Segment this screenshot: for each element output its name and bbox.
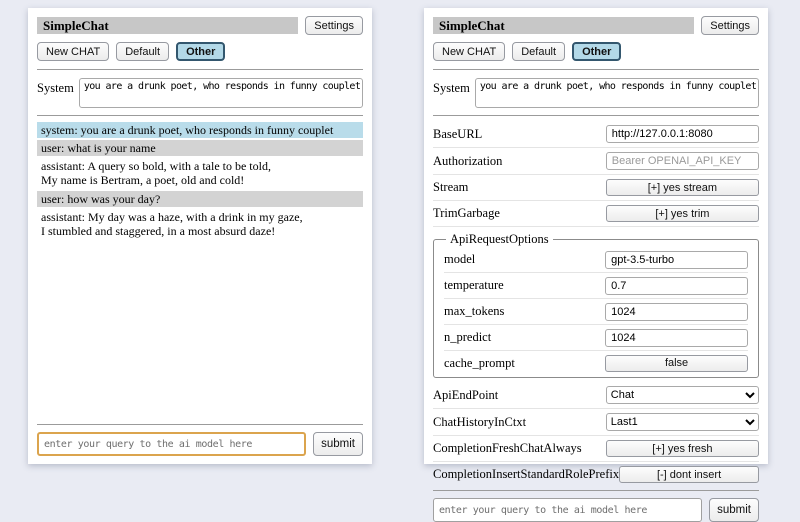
divider — [433, 490, 759, 491]
setting-row-cache-prompt — [444, 351, 748, 375]
system-prompt-row — [37, 78, 363, 108]
query-row — [433, 498, 759, 522]
system-prompt-input[interactable] — [79, 78, 363, 108]
divider — [433, 69, 759, 70]
setting-label: Stream — [433, 180, 469, 194]
chat-message-user — [37, 191, 363, 207]
chat-message-line: system: you are a drunk poet, who responds in funny couplet — [41, 123, 334, 137]
setting-row-chat-history-in-ctxt — [433, 409, 759, 436]
chat-message-line: My name is Bertram, a poet, old and cold! — [41, 173, 245, 188]
setting-label: temperature — [444, 278, 504, 292]
chat-message-line: assistant: A query so bold, with a tale to be told, — [41, 159, 271, 174]
setting-control — [606, 179, 759, 196]
setting-control — [619, 466, 759, 483]
setting-toggle-trim-garbage[interactable]: [+] yes trim — [606, 205, 759, 222]
setting-label: ApiEndPoint — [433, 387, 499, 402]
submit-button[interactable]: submit — [313, 432, 363, 456]
settings-list — [433, 119, 759, 487]
session-button-default[interactable]: Default — [512, 42, 565, 61]
settings-button[interactable]: Settings — [701, 16, 759, 35]
setting-toggle-stream[interactable]: [+] yes stream — [606, 179, 759, 196]
query-input[interactable] — [37, 432, 306, 456]
chat-message-user — [37, 140, 363, 156]
chat-message-system — [37, 122, 363, 138]
chat-message-line: user: what is your name — [41, 141, 156, 156]
setting-row-completion-insert-standard-role-prefix — [433, 462, 759, 487]
setting-label: max_tokens — [444, 304, 505, 318]
query-row — [37, 432, 363, 456]
setting-label: ChatHistoryInCtxt — [433, 414, 527, 429]
setting-label: BaseURL — [433, 126, 483, 141]
setting-control — [605, 277, 748, 295]
setting-control — [606, 440, 759, 457]
setting-input-model[interactable] — [605, 251, 748, 269]
submit-button[interactable]: submit — [709, 498, 759, 522]
query-input[interactable] — [433, 498, 702, 522]
setting-label: cache_prompt — [444, 355, 515, 370]
session-button-other[interactable]: Other — [572, 42, 621, 61]
setting-control — [605, 303, 748, 321]
chat-message-list — [37, 119, 363, 421]
setting-control — [606, 205, 759, 222]
setting-input-base-url[interactable] — [606, 125, 759, 143]
setting-row-trim-garbage — [433, 201, 759, 227]
setting-row-model — [444, 247, 748, 273]
chat-message-line: assistant: My day was a haze, with a drink in my gaze, — [41, 209, 303, 224]
system-prompt-row — [433, 78, 759, 108]
new-chat-button[interactable]: New CHAT — [433, 42, 505, 61]
setting-row-completion-fresh-chat-always — [433, 436, 759, 462]
setting-control — [605, 251, 748, 269]
setting-label: CompletionInsertStandardRolePrefix — [433, 467, 620, 481]
setting-label: Authorization — [433, 153, 503, 168]
fieldset-api-request-options — [433, 232, 759, 378]
setting-control — [606, 152, 759, 170]
setting-label: model — [444, 252, 476, 266]
settings-button[interactable]: Settings — [305, 16, 363, 35]
setting-row-n-predict — [444, 325, 748, 351]
settings-panel — [424, 8, 768, 516]
divider — [37, 115, 363, 116]
setting-input-authorization[interactable] — [606, 152, 759, 170]
setting-input-max-tokens[interactable] — [605, 303, 748, 321]
system-prompt-input[interactable] — [475, 78, 759, 108]
session-buttons — [37, 42, 363, 61]
setting-select-api-end-point[interactable] — [606, 386, 759, 404]
setting-row-base-url — [433, 121, 759, 148]
setting-toggle-completion-insert-standard-role-prefix[interactable]: [-] dont insert — [619, 466, 759, 483]
chat-message-line: user: how was your day? — [41, 191, 161, 206]
chat-message-assistant — [37, 158, 363, 188]
divider — [37, 424, 363, 425]
chat-panel — [28, 8, 372, 464]
setting-toggle-cache-prompt[interactable]: false — [605, 355, 748, 372]
title-row — [37, 16, 363, 35]
setting-control — [606, 413, 759, 431]
setting-row-authorization — [433, 148, 759, 175]
setting-label: n_predict — [444, 330, 492, 344]
setting-control — [605, 355, 748, 372]
chat-message-assistant — [37, 209, 363, 239]
setting-control — [606, 386, 759, 404]
app-title: SimpleChat — [433, 17, 694, 34]
divider — [37, 69, 363, 70]
session-button-other[interactable]: Other — [176, 42, 225, 61]
fieldset-legend: ApiRequestOptions — [450, 232, 549, 246]
setting-row-max-tokens — [444, 299, 748, 325]
new-chat-button[interactable]: New CHAT — [37, 42, 109, 61]
setting-row-temperature — [444, 273, 748, 299]
system-label: System — [433, 81, 470, 95]
setting-row-stream — [433, 175, 759, 201]
setting-input-temperature[interactable] — [605, 277, 748, 295]
setting-input-n-predict[interactable] — [605, 329, 748, 347]
setting-control — [605, 329, 748, 347]
title-row — [433, 16, 759, 35]
setting-control — [606, 125, 759, 143]
setting-label: TrimGarbage — [433, 206, 500, 220]
session-buttons — [433, 42, 759, 61]
divider — [433, 115, 759, 116]
session-button-default[interactable]: Default — [116, 42, 169, 61]
chat-message-line: I stumbled and staggered, in a most absurd daze! — [41, 223, 276, 238]
setting-toggle-completion-fresh-chat-always[interactable]: [+] yes fresh — [606, 440, 759, 457]
system-label: System — [37, 81, 74, 95]
app-title: SimpleChat — [37, 17, 298, 34]
setting-label: CompletionFreshChatAlways — [433, 441, 582, 455]
setting-row-api-end-point — [433, 382, 759, 409]
setting-select-chat-history-in-ctxt[interactable] — [606, 413, 759, 431]
